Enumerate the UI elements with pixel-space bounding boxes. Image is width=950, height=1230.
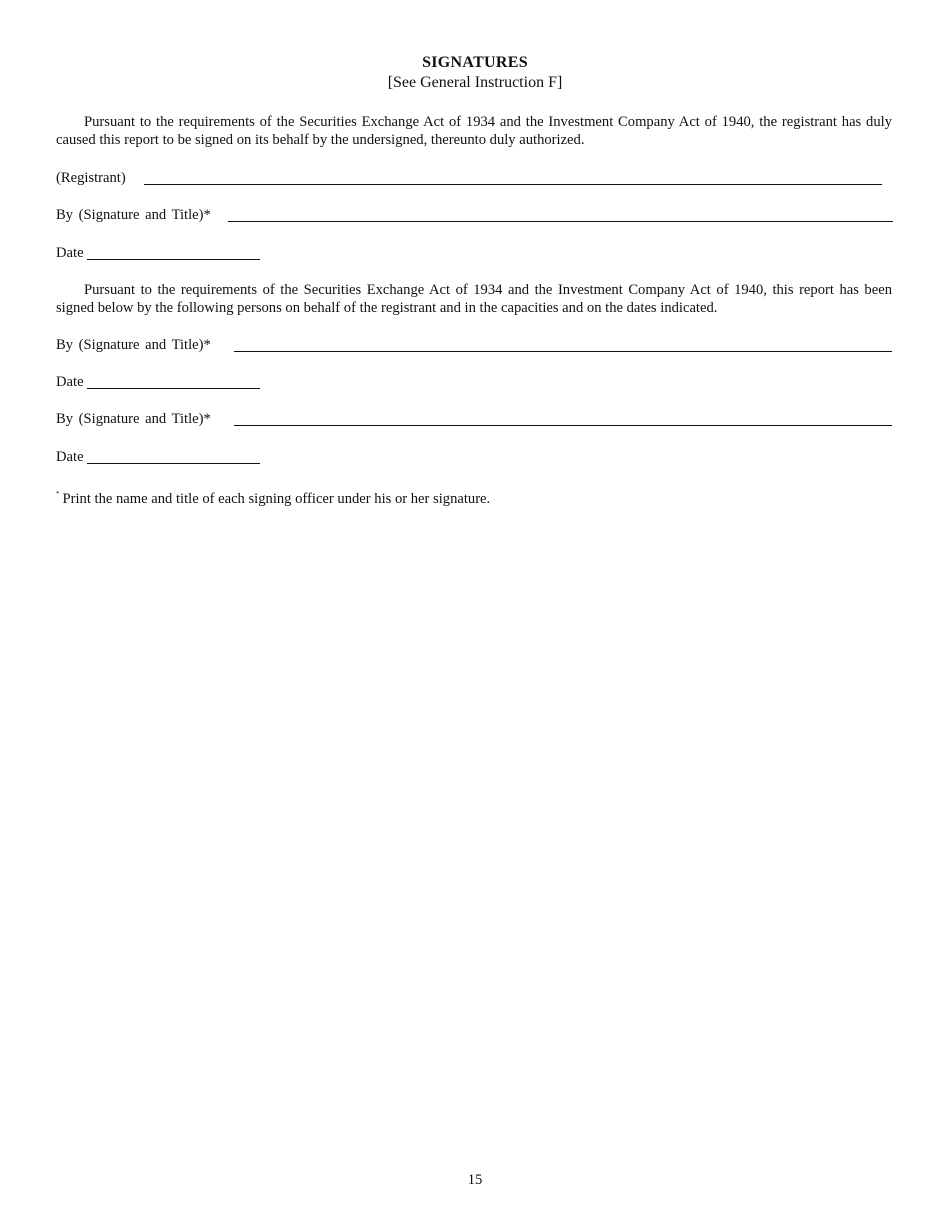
registrant-date-field [56,244,266,264]
page-title: SIGNATURES [422,54,528,71]
page-number: 15 [467,1172,483,1188]
date-line[interactable] [87,259,260,260]
registrant-field [56,169,886,189]
signature-title-line[interactable] [234,351,892,352]
signature-title-line[interactable] [228,221,893,222]
date-line[interactable] [87,463,260,464]
registrant-signature-line[interactable] [144,184,882,185]
date-label: Date [56,449,84,465]
date-label: Date [56,245,84,261]
registrant-label: (Registrant) [56,170,126,186]
registrant-authorization-paragraph: Pursuant to the requirements of the Securities Exchange Act of 1934 and the Investment Company Act of 1940, the registrant has duly caused this report to be signed on its behalf by the undersigned, thereunto duly authorized. [56,114,892,148]
registrant-signature-field [56,206,894,226]
person-date-field-2 [56,448,266,468]
page-subtitle: [See General Instruction F] [387,74,563,91]
persons-signature-paragraph: Pursuant to the requirements of the Securities Exchange Act of 1934 and the Investment Company Act of 1940, this report has been signed below by the following persons on behalf of the registrant and in the capacities and on the dates indicated. [56,282,892,316]
signature-title-label: By (Signature and Title)* [56,337,211,353]
signature-title-line[interactable] [234,425,892,426]
footnote-marker: * [56,490,60,498]
signature-title-label: By (Signature and Title)* [56,411,211,427]
person-signature-field-2 [56,410,894,430]
person-signature-field-1 [56,336,894,356]
footnote [56,485,490,508]
footnote-text: Print the name and title of each signing officer under his or her signature. [62,491,491,507]
signature-title-label: By (Signature and Title)* [56,207,211,223]
person-date-field-1 [56,373,266,393]
date-label: Date [56,374,84,390]
date-line[interactable] [87,388,260,389]
